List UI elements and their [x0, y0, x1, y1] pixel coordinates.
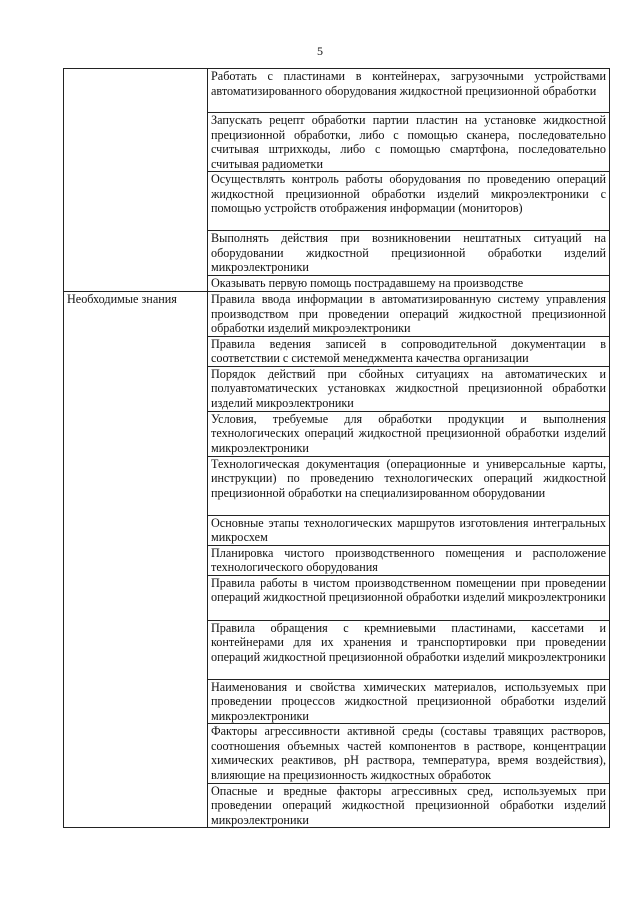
knowledge-cell: Факторы агрессивности активной среды (составы травящих растворов, соотношения объемных частей компонентов в растворе, концентрации химических реактивов, pH раствора, температура, время воздействия), влияющие на прецизионность жидкостных обработок [208, 724, 610, 783]
table-row [64, 292, 610, 337]
requirements-table [63, 68, 610, 828]
knowledge-cell: Планировка чистого производственного помещения и расположение технологического оборудования [208, 545, 610, 575]
knowledge-cell: Основные этапы технологических маршрутов изготовления интегральных микросхем [208, 515, 610, 545]
knowledge-cell: Правила обращения с кремниевыми пластинами, кассетами и контейнерами для их хранения и транспортировки при проведении операций жидкостной прецизионной обработки изделий микроэлектроники [208, 620, 610, 679]
empty-label-cell [64, 69, 208, 292]
knowledge-cell: Опасные и вредные факторы агрессивных сред, используемых при проведении операций жидкостной прецизионной обработки изделий микроэлектроники [208, 783, 610, 828]
knowledge-cell: Правила работы в чистом производственном помещении при проведении операций жидкостной прецизионной обработки изделий микроэлектроники [208, 575, 610, 620]
page-number: 5 [317, 44, 323, 58]
skill-cell: Работать с пластинами в контейнерах, загрузочными устройствами автоматизированного оборудования жидкостной прецизионной обработки [208, 69, 610, 113]
skill-cell: Запускать рецепт обработки партии пластин на установке жидкостной прецизионной обработки, либо с помощью сканера, последовательно считывая штрихкоды, либо с помощью смартфона, последовательно считывая радиометки [208, 113, 610, 172]
table-row [64, 69, 610, 113]
skill-cell: Осуществлять контроль работы оборудования по проведению операций жидкостной прецизионной обработки изделий микроэлектроники с помощью устройств отображения информации (мониторов) [208, 172, 610, 231]
skill-cell: Оказывать первую помощь пострадавшему на производстве [208, 276, 610, 292]
knowledge-cell: Правила ведения записей в сопроводительной документации в соответствии с системой менеджмента качества организации [208, 336, 610, 366]
knowledge-cell: Правила ввода информации в автоматизированную систему управления производством при проведении операций жидкостной прецизионной обработки изделий микроэлектроники [208, 292, 610, 337]
skill-cell: Выполнять действия при возникновении нештатных ситуаций на оборудовании жидкостной прецизионной обработки изделий микроэлектроники [208, 231, 610, 276]
knowledge-cell: Наименования и свойства химических материалов, используемых при проведении процессов жидкостной прецизионной обработки изделий микроэлектроники [208, 679, 610, 724]
knowledge-label: Необходимые знания [64, 292, 208, 828]
knowledge-cell: Порядок действий при сбойных ситуациях на автоматических и полуавтоматических установках жидкостной прецизионной обработки изделий микроэлектроники [208, 366, 610, 411]
knowledge-cell: Условия, требуемые для обработки продукции и выполнения технологических операций жидкостной прецизионной обработки изделий микроэлектроники [208, 411, 610, 456]
knowledge-cell: Технологическая документация (операционные и универсальные карты, инструкции) по проведению технологических операций жидкостной прецизионной обработки на специализированном оборудовании [208, 456, 610, 515]
